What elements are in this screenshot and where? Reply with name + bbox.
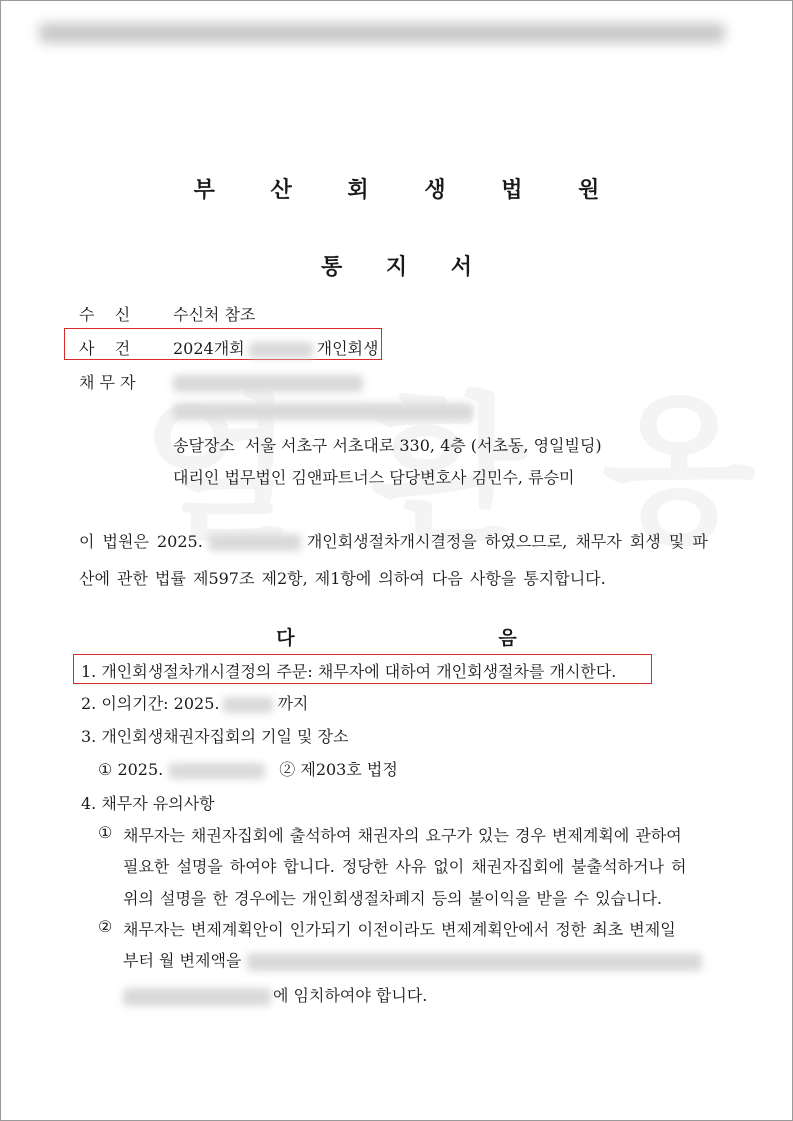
case-number-prefix: 2024개회 — [173, 339, 245, 358]
item2-prefix: 2. 이의기간: 2025. — [81, 694, 220, 713]
redacted-payment-details — [247, 953, 702, 971]
case-label: 사 건 — [79, 339, 131, 358]
service-address-value: 서울 서초구 서초대로 330, 4층 (서초동, 영일빌딩) — [245, 436, 602, 455]
redacted-decision-date — [209, 534, 301, 551]
intro-suffix: 개인회생절차개시결정을 하였으므로, 채무자 회생 및 파 — [306, 532, 708, 551]
intro-line-2: 산에 관한 법률 제597조 제2항, 제1항에 의하여 다음 사항을 통지합니다. — [79, 569, 606, 588]
debtor-label: 채 무 자 — [79, 373, 136, 392]
section-heading: 다 음 — [276, 627, 563, 649]
recipient-row — [79, 302, 255, 325]
service-address-row — [173, 433, 602, 456]
item4-sub2-line2-prefix: 부터 월 변제액을 — [123, 951, 242, 970]
item4-sub2-line-1: 채무자는 변제계획안이 인가되기 이전이라도 변제계획안에서 정한 최초 변제일 — [123, 920, 676, 939]
debtor-row — [79, 370, 363, 393]
item4-sub1-line-3: 위의 설명을 한 경우에는 개인회생절차폐지 등의 불이익을 받을 수 있습니다. — [123, 889, 662, 908]
item-4: 4. 채무자 유의사항 — [81, 794, 215, 813]
item3-sub1-date-prefix: 2025. — [117, 760, 164, 779]
intro-line-1 — [79, 529, 719, 552]
agent-row — [173, 465, 574, 488]
document-title: 통 지 서 — [320, 255, 491, 280]
item-1: 1. 개인회생절차개시결정의 주문: 채무자에 대하여 개인회생절차를 개시한다. — [81, 662, 617, 681]
recipient-label: 수 신 — [79, 305, 131, 324]
court-name: 부 산 회 생 법 원 — [193, 178, 624, 203]
item4-sub2-mark: ② — [98, 917, 113, 936]
item-2 — [81, 691, 308, 714]
item4-sub2-line-2 — [123, 948, 702, 971]
item4-sub1-line-1: 채무자는 채권자집회에 출석하여 채권자의 요구가 있는 경우 변제계획에 관하여 — [123, 826, 682, 845]
intro-prefix: 이 법원은 2025. — [79, 532, 203, 551]
redacted-meeting-date — [169, 763, 265, 779]
item-3-subitems — [98, 757, 398, 780]
redacted-objection-date — [223, 697, 273, 713]
item3-sub2-mark: ② — [279, 760, 296, 779]
redacted-case-number — [249, 342, 313, 358]
redacted-debtor-address — [173, 403, 473, 420]
item4-sub1-mark: ① — [98, 823, 113, 842]
recipient-value: 수신처 참조 — [173, 305, 256, 324]
item4-sub2-line3-suffix: 에 임치하여야 합니다. — [273, 986, 428, 1005]
agent-value: 법무법인 김앤파트너스 담당변호사 김민수, 류승미 — [224, 468, 575, 487]
item4-sub1-line-2: 필요한 설명을 하여야 합니다. 정당한 사유 없이 채권자집회에 불출석하거나 허 — [123, 857, 687, 876]
item-3: 3. 개인회생채권자집회의 기일 및 장소 — [81, 727, 349, 746]
item3-sub2-place: 제203호 법정 — [300, 760, 398, 779]
case-type: 개인회생 — [316, 339, 379, 358]
case-row — [79, 336, 378, 359]
redacted-debtor-name — [173, 375, 363, 392]
item4-sub2-line-3 — [123, 983, 427, 1006]
service-address-label: 송달장소 — [173, 436, 235, 455]
item3-sub1-mark: ① — [98, 760, 113, 779]
redacted-payment-account — [123, 988, 271, 1006]
debtor-address-row — [173, 401, 473, 420]
item2-suffix: 까지 — [277, 694, 309, 713]
agent-label: 대리인 — [173, 468, 220, 487]
redacted-header — [39, 23, 725, 43]
